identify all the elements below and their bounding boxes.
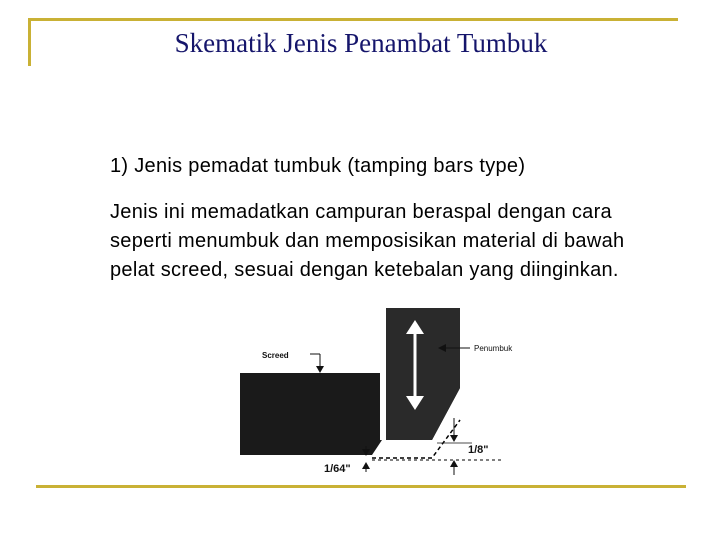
penumbuk-label: Penumbuk <box>474 344 513 353</box>
tamper-block <box>386 308 460 440</box>
gap-1-64-label: 1/64" <box>324 463 351 475</box>
tamper-gap <box>380 308 386 440</box>
frame-top-line <box>28 18 678 21</box>
screed-pointer-arrow-icon <box>310 354 324 373</box>
tamping-bar-diagram <box>232 300 522 480</box>
dimension-1-64-arrows-icon <box>362 446 370 472</box>
gap-1-8-label: 1/8" <box>468 444 489 456</box>
body-paragraph: Jenis ini memadatkan campuran beraspal dengan cara seperti menumbuk dan memposisikan material di bawah pelat screed, sesuai dengan ketebalan yang diinginkan. <box>110 201 625 281</box>
screed-label: Screed <box>262 351 289 360</box>
slide-title: Skematik Jenis Penambat Tumbuk <box>174 28 548 58</box>
section-heading: 1) Jenis pemadat tumbuk (tamping bars type) <box>110 155 526 177</box>
dimension-1-8-arrows-icon <box>437 418 472 475</box>
frame-bottom-line <box>36 485 686 488</box>
